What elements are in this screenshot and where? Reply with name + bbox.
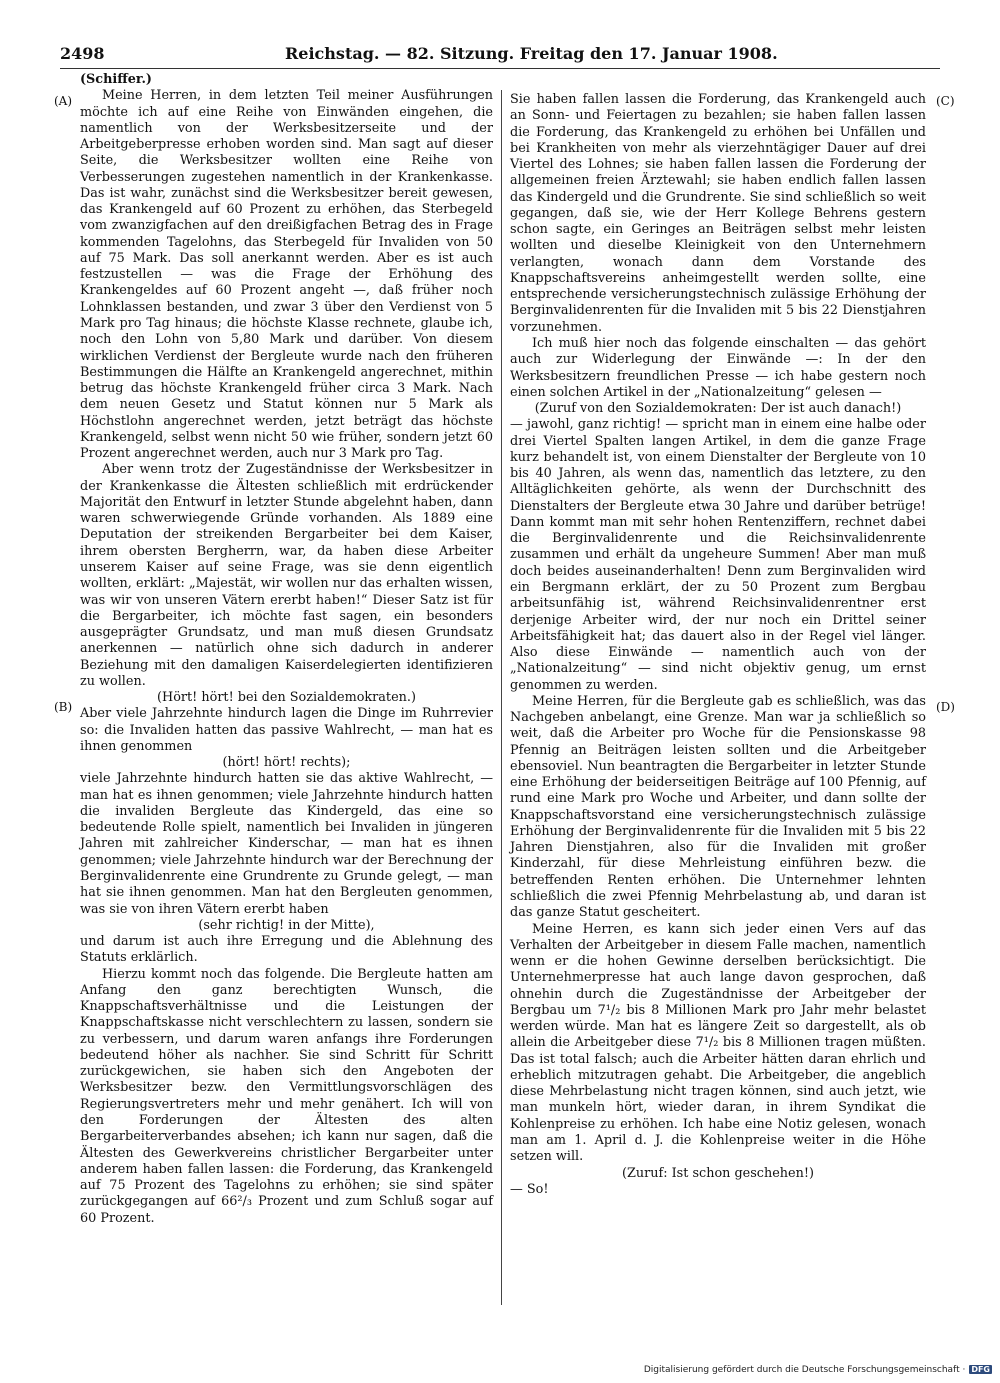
paragraph: Hierzu kommt noch das folgende. Die Bergleute hatten am Anfang den ganz berechtigten Wunsch, die Knappschaftsverhältnisse und die Leistungen der Knappschaftskasse nicht verschlechtern zu lassen, sondern sie zu verbessern, und darum waren anfangs ihre Forderungen bedeutend höher als nachher. Sie sind Schritt für Schritt zurückgewichen, sie haben sich den Angeboten der Werksbesitzer bezw. den Vermittlungsvorschlägen des Regierungsvertreters mehr und mehr genähert. Ich will von den Forderungen der Ältesten des alten Bergarbeiterverbandes absehen; ich kann nur sagen, daß die Ältesten des Gewerkvereins christlicher Bergarbeiter unter anderem haben fallen lassen: die Forderung, das Krankengeld auf 75 Prozent des Tagelohns zu erhöhen; sie sind später zurückgegangen auf 66²/₃ Prozent und zum Schluß sogar auf 60 Prozent. <box>80 966 493 1226</box>
paragraph: — So! <box>510 1181 549 1197</box>
margin-mark-c: (C) <box>936 94 955 108</box>
interjection: (Zuruf: Ist schon geschehen!) <box>622 1165 814 1181</box>
running-title: Reichstag. — 82. Sitzung. Freitag den 17. Januar 1908. <box>285 44 778 63</box>
left-column <box>80 72 493 1227</box>
paragraph: — jawohl, ganz richtig! — spricht man in einem eine halbe oder drei Viertel Spalten langen Artikel, in dem die ganze Frage kurz behandelt ist, von einem Dienstalter der Bergleute von 10 bis 40 Jahren, als wenn das, namentlich das letztere, zu den Alltäglichkeiten gehörte, als wenn der Durchschnitt des Dienstalters der Bergleute etwa 30 Jahre und darüber betrüge! Dann kommt man mit sehr hohen Rentenziffern, rechnet dabei die Berginvalidenrente und die Reichsinvalidenrente zusammen und erhält da ungeheure Summen! Aber man muß doch beides auseinanderhalten! Denn zum Berginvaliden wird ein Bergmann erklärt, der zu 50 Prozent zum Bergbau arbeitsunfähig ist, während Reichsinvalidenrentner erst derjenige Arbeiter wird, der nur noch ein Drittel seiner Arbeitsfähigkeit hat; das dauert also in der Regel viel länger. Also diese Einwände — namentlich auch von der „Nationalzeitung“ — sind nicht objektiv genug, um ernst genommen zu werden. <box>510 417 926 693</box>
paragraph: Meine Herren, es kann sich jeder einen Vers auf das Verhalten der Arbeitgeber in diesem Falle machen, namentlich wenn er die hohen Gewinne derselben berücksichtigt. Die Unternehmerpresse hat auch lange davon gesprochen, daß ohnehin durch die Zugeständnisse der Arbeitgeber der Bergbau um 7¹/₂ bis 8 Millionen Mark pro Jahr mehr belastet werden würde. Man hat es längere Zeit so dargestellt, als ob allein die Arbeitgeber diese 7¹/₂ bis 8 Millionen tragen müßten. Das ist total falsch; auch die Arbeiter hätten daran ehrlich und erheblich mitzutragen gehabt. Die Arbeitgeber, die angeblich diese Mehrbelastung nicht tragen können, sind auch jetzt, wie man munkeln hört, wieder daran, in ihrem Syndikat die Kohlenpreise zu erhöhen. Ich habe eine Notiz gelesen, wonach man am 1. April d. J. die Kohlenpreise weiter in die Höhe setzen will. <box>510 921 926 1165</box>
speaker-label: (Schiffer.) <box>80 72 152 87</box>
header-rule <box>60 68 940 69</box>
column-divider <box>501 90 502 1305</box>
paragraph: und darum ist auch ihre Erregung und die Ablehnung des Statuts erklärlich. <box>80 934 493 966</box>
interjection: (Hört! hört! bei den Sozialdemokraten.) <box>157 690 416 706</box>
paragraph: Meine Herren, für die Bergleute gab es schließlich, was das Nachgeben anbelangt, eine Grenze. Man war ja schließlich so weit, daß die Arbeiter pro Woche für die Pensionskasse 98 Pfennig an Beiträgen leisten sollten und die Arbeitgeber ebensoviel. Nun beantragten die Bergarbeiter in letzter Stunde eine Erhöhung der beiderseitigen Beiträge auf 100 Pfennig, auf rund eine Mark pro Woche und Arbeiter, und dann sollte der Knappschaftsvorstand eine versicherungstechnisch zulässige Erhöhung der Berginvalidenrente für die Invaliden mit 5 bis 22 Jahren Dienstjahren, also für die Invaliden mit großer Kinderzahl, für diese Mehrleistung einführen bezw. die betreffenden Renten erhöhen. Die Unternehmer lehnten schließlich die zwei Pfennig Mehrbelastung ab, und daran ist das ganze Statut gescheitert. <box>510 693 926 921</box>
dfg-logo-icon: DFG <box>971 1365 990 1374</box>
paragraph: Meine Herren, in dem letzten Teil meiner Ausführungen möchte ich auf eine Reihe von Einwänden eingehen, die namentlich von der Werksbesitzerseite und der Arbeitgeberpresse erhoben worden sind. Man sagt auf dieser Seite, die Werksbesitzer wollten eine Reihe von Verbesserungen zugestehen namentlich in der Krankenkasse. Das ist wahr, zunächst sind die Werksbesitzer bereit gewesen, das Krankengeld auf 60 Prozent zu erhöhen, das Sterbegeld vom zwanzigfachen auf den dreißigfachen Betrag des in Frage kommenden Tagelohns, das Sterbegeld für Invaliden von 50 auf 75 Mark. Das soll anerkannt werden. Aber es ist auch festzustellen — was die Frage der Erhöhung des Krankengeldes auf 60 Prozent angeht —, daß früher noch Lohnklassen bestanden, und zwar 3 über den Verdienst von 5 Mark pro Tag hinaus; die höchste Klasse rechnete, glaube ich, noch den Lohn von 5,80 Mark und darüber. Von diesem wirklichen Verdienst der Bergleute wurde nach den früheren Bestimmungen die Hälfte an Krankengeld angerechnet, mithin betrug das höchste Krankengeld früher circa 3 Mark. Nach dem neuen Gesetz und Statut können nur 5 Mark als Höchstlohn angerechnet werden, jetzt beträgt das höchste Krankengeld, selbst wenn nicht 50 wie früher, sondern jetzt 60 Prozent angerechnet werden, auch nur 3 Mark pro Tag. <box>80 88 493 462</box>
paragraph: viele Jahrzehnte hindurch hatten sie das aktive Wahlrecht, — man hat es ihnen genommen; viele Jahrzehnte hindurch hatten die invaliden Bergleute das Kindergeld, das eine so bedeutende Rolle spielt, namentlich bei Invaliden in jüngeren Jahren mit zahlreicher Kinderschar, — man hat es ihnen genommen; viele Jahrzehnte hindurch war der Berechnung der Berginvalidenrente eine Grundrente zu Grunde gelegt, — man hat sie ihnen genommen. Man hat den Bergleuten genommen, was sie von ihren Vätern ererbt haben <box>80 771 493 917</box>
page-number: 2498 <box>60 44 105 63</box>
interjection: (Zuruf von den Sozialdemokraten: Der ist auch danach!) <box>534 401 902 417</box>
page-header <box>60 44 940 66</box>
margin-mark-b: (B) <box>54 700 73 714</box>
footer-credit <box>644 1365 992 1375</box>
margin-mark-a: (A) <box>54 94 73 108</box>
margin-mark-d: (D) <box>936 700 955 714</box>
paragraph: Aber wenn trotz der Zugeständnisse der Werksbesitzer in der Krankenkasse die Ältesten schließlich mit erdrückender Majorität den Entwurf in letzter Stunde abgelehnt haben, dann waren schwerwiegende Gründe vorhanden. Als 1889 eine Deputation der streikenden Bergarbeiter bei dem Kaiser, ihrem obersten Bergherrn, war, da haben diese Arbeiter unserem Kaiser auf seine Frage, was sie denn eigentlich wollten, erklärt: „Majestät, wir wollen nur das erhalten wissen, was wir von unseren Vätern ererbt haben!“ Dieser Satz ist für die Bergarbeiter, ich möchte fast sagen, ein besonders ausgeprägter Grundsatz, und man muß diesen Grundsatz anerkennen — natürlich ohne sich dadurch in anderer Beziehung mit den damaligen Kaiserdelegierten identifizieren zu wollen. <box>80 462 493 689</box>
paragraph: Sie haben fallen lassen die Forderung, das Krankengeld auch an Sonn- und Feiertagen zu bezahlen; sie haben fallen lassen die Forderung, das Krankengeld zu erhöhen bei Unfällen und bei Krankheiten von mehr als vierzehntägiger Dauer auf drei Viertel des Lohnes; sie haben fallen lassen die Forderung der allgemeinen freien Ärztewahl; sie haben endlich fallen lassen das Kindergeld und die Grundrente. Sie sind schließlich so weit gegangen, daß sie, wie der Herr Kollege Behrens gestern schon sagte, ein Geringes an Beiträgen selbst mehr leisten wollten und dieselbe Kleinigkeit von den Unternehmern verlangten, wonach dann dem Vorstande des Knappschaftsvereins anheimgestellt werden sollte, eine entsprechende versicherungstechnisch zulässige Erhöhung der Berginvalidenrenten für die Invaliden mit 5 bis 22 Dienstjahren vorzunehmen. <box>510 92 926 335</box>
paragraph: Aber viele Jahrzehnte hindurch lagen die Dinge im Ruhrrevier so: die Invaliden hatten das passive Wahlrecht, — man hat es ihnen genommen <box>80 706 493 754</box>
interjection: (sehr richtig! in der Mitte), <box>198 917 375 933</box>
footer-text: Digitalisierung gefördert durch die Deutsche Forschungsgemeinschaft · <box>643 1365 966 1375</box>
interjection: (hört! hört! rechts); <box>222 755 351 771</box>
right-column <box>510 92 926 1198</box>
paragraph: Ich muß hier noch das folgende einschalten — das gehört auch zur Widerlegung der Einwände —: In der den Werksbesitzern freundlichen Presse — ich habe gestern noch einen solchen Artikel in der „Nationalzeitung“ gelesen — <box>510 335 926 400</box>
